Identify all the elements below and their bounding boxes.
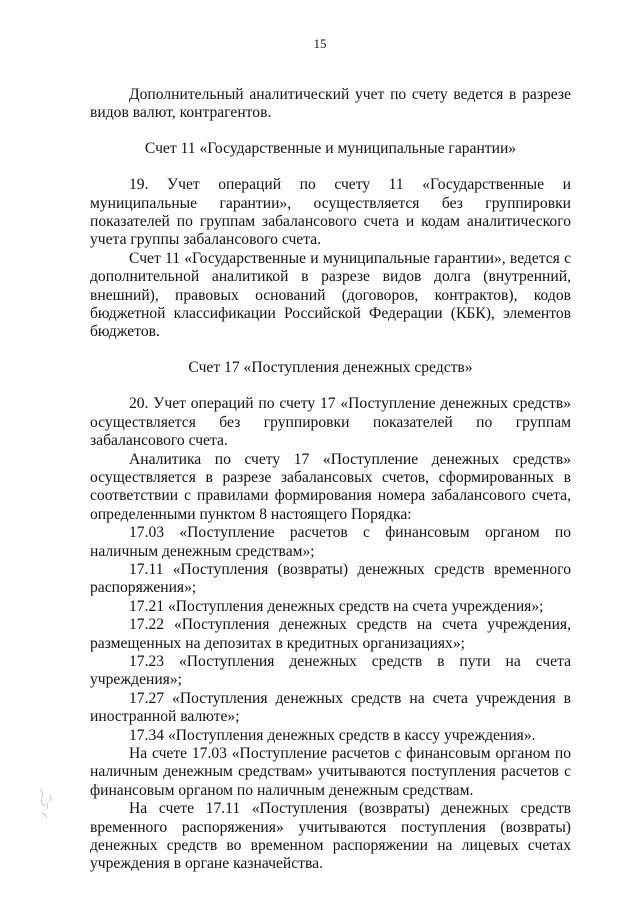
- list-item-17-03: 17.03 «Поступление расчетов с финансовым органом по наличным денежным средствам»;: [90, 524, 571, 560]
- list-item-17-21: 17.21 «Поступления денежных средств на счета учреждения»;: [129, 597, 544, 615]
- paragraph-account-17-03: На счете 17.03 «Поступление расчетов с финансовым органом по наличным денежным средствам» учитываются поступления расчетов с финансовым органом по наличным денежным средствам.: [90, 745, 571, 799]
- list-item-17-11: 17.11 «Поступления (возвраты) денежных средств временного распоряжения»;: [90, 560, 571, 597]
- paragraph-account-11-analytics: Счет 11 «Государственные и муниципальные гарантии», ведется с дополнительной аналитикой в разрезе видов долга (внутренний, внешний), правовых оснований (договоров, контрактов), кодов бюджетной классификации Российской Федерации (КБК), элементов бюджетов.: [90, 249, 571, 341]
- heading-account-17: Счет 17 «Поступления денежных средств»: [188, 358, 473, 376]
- paragraph-20: 20. Учет операций по счету 17 «Поступление денежных средств» осуществляется без группировки показателей по группам забалансового счета.: [90, 395, 571, 450]
- heading-account-11: Счет 11 «Государственные и муниципальные гарантии»: [144, 139, 517, 157]
- list-item-17-23: 17.23 «Поступления денежных средств в пути на счета учреждения»;: [90, 652, 571, 689]
- page-number: 15: [313, 36, 327, 51]
- paragraph-account-17-analytics: Аналитика по счету 17 «Поступление денежных средств» осуществляется в разрезе забалансовых счетов, сформированных в соответствии с правилами формирования номера забалансового счета, определенными пунктом 8 настоящего Порядка:: [90, 450, 571, 523]
- list-item-17-27: 17.27 «Поступления денежных средств на счета учреждения в иностранной валюте»;: [90, 689, 571, 726]
- paragraph-19: 19. Учет операций по счету 11 «Государственные и муниципальные гарантии», осуществляется без группировки показателей по группам забалансового счета и кодам аналитического учета группы забалансового счета.: [90, 176, 571, 249]
- paragraph-account-17-11: На счете 17.11 «Поступления (возвраты) денежных средств временного распоряжения» учитываются поступления (возвраты) денежных средств во временном распоряжении на лицевых счетах учреждения в органе казначейства.: [90, 800, 571, 873]
- document-body: [90, 86, 571, 874]
- list-item-17-34: 17.34 «Поступления денежных средств в кассу учреждения».: [129, 726, 536, 744]
- margin-scribble-mark: [36, 783, 66, 823]
- paragraph-analytics-currency: Дополнительный аналитический учет по счету ведется в разрезе видов валют, контрагентов.: [90, 86, 571, 122]
- list-item-17-22: 17.22 «Поступления денежных средств на счета учреждения, размещенных на депозитах в кредитных организациях»;: [90, 616, 571, 652]
